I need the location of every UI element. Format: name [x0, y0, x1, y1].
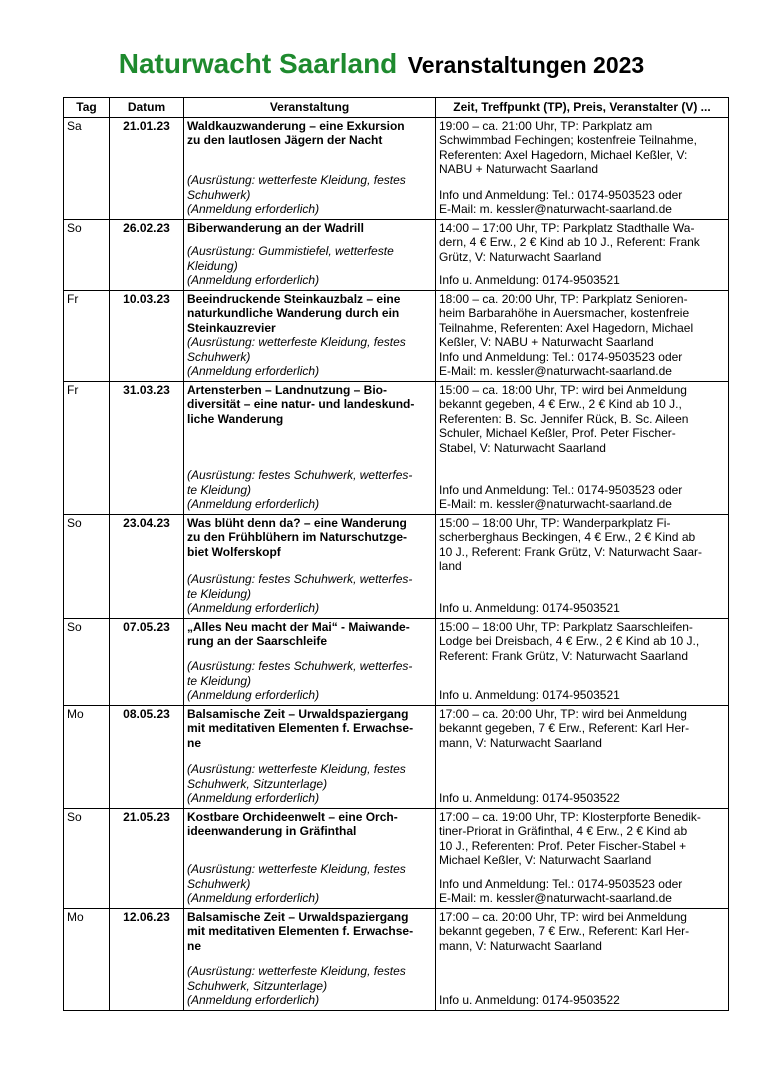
event-contact — [439, 188, 725, 217]
event-title — [187, 516, 432, 560]
event-time-place — [439, 221, 725, 265]
event-title-line: ne — [187, 735, 202, 750]
event-contact-line: Info u. Anmeldung: 0174-9503521 — [439, 273, 620, 287]
event-contact — [439, 350, 725, 379]
event-day: So — [64, 808, 110, 908]
event-detail-line: 17:00 – ca. 20:00 Uhr, TP: wird bei Anmeldung — [439, 909, 687, 924]
event-time-place — [439, 292, 725, 350]
event-detail-line: 15:00 – 18:00 Uhr, TP: Wanderparkplatz Fi- — [439, 515, 671, 530]
event-day: Fr — [64, 290, 110, 381]
event-description — [184, 381, 436, 514]
event-note-line: (Ausrüstung: wetterfeste Kleidung, festes — [187, 173, 406, 187]
event-title — [187, 221, 432, 236]
event-note-line: (Ausrüstung: festes Schuhwerk, wetterfes- — [187, 659, 413, 673]
event-title-line: rung an der Saarschleife — [187, 634, 328, 648]
event-detail-line: Keßler, V: NABU + Naturwacht Saarland — [439, 335, 654, 349]
table-row — [64, 117, 729, 219]
event-title-line: zu den Frühblühern im Naturschutzge- — [187, 530, 408, 544]
event-detail-line: Schuler, Michael Keßler, Prof. Peter Fischer- — [439, 426, 676, 440]
event-contact — [439, 877, 725, 906]
event-note-line: Schuhwerk) — [187, 876, 251, 891]
table-row — [64, 908, 729, 1010]
event-contact-line: Info und Anmeldung: Tel.: 0174-9503523 oder — [439, 187, 683, 202]
event-date: 23.04.23 — [110, 514, 184, 618]
event-note-line: (Ausrüstung: Gummistiefel, wetterfeste — [187, 244, 394, 258]
event-detail-line: bekannt gegeben, 7 € Erw., Referent: Karl Her- — [439, 721, 690, 735]
event-details — [436, 908, 729, 1010]
column-header-date: Datum — [110, 98, 184, 118]
event-title-line: Waldkauzwanderung – eine Exkursion — [187, 118, 405, 133]
event-date: 21.01.23 — [110, 117, 184, 219]
event-detail-line: Referenten: Axel Hagedorn, Michael Keßler, V: — [439, 147, 688, 162]
org-name: Naturwacht Saarland — [118, 48, 398, 79]
event-note-line: (Anmeldung erforderlich) — [187, 202, 320, 216]
table-row — [64, 514, 729, 618]
event-detail-line: 19:00 – ca. 21:00 Uhr, TP: Parkplatz am — [439, 118, 653, 133]
event-title-line: biet Wolferskopf — [187, 544, 281, 559]
event-time-place — [439, 620, 725, 664]
event-day: So — [64, 514, 110, 618]
event-time-place — [439, 910, 725, 954]
table-header-row — [64, 98, 729, 118]
event-detail-line: mann, V: Naturwacht Saarland — [439, 735, 602, 750]
event-title-line: Kostbare Orchideenwelt – eine Orch- — [187, 809, 398, 824]
event-notes — [187, 173, 432, 217]
event-detail-line: 10 J., Referenten: Prof. Peter Fischer-Stabel + — [439, 838, 687, 853]
event-notes — [187, 572, 432, 616]
event-detail-line: bekannt gegeben, 4 € Erw., 2 € Kind ab 10 J., — [439, 397, 682, 411]
event-detail-line: Michael Keßler, V: Naturwacht Saarland — [439, 853, 652, 867]
event-detail-line: 10 J., Referent: Frank Grütz, V: Naturwacht Saar- — [439, 544, 702, 559]
event-notes — [187, 468, 432, 512]
table-row — [64, 290, 729, 381]
event-detail-line: Lodge bei Dreisbach, 4 € Erw., 2 € Kind ab 10 J., — [439, 634, 700, 648]
table-row — [64, 705, 729, 808]
event-detail-line: 17:00 – ca. 19:00 Uhr, TP: Klosterpforte Benedik- — [439, 809, 701, 824]
event-detail-line: 15:00 – 18:00 Uhr, TP: Parkplatz Saarschleifen- — [439, 619, 693, 634]
event-contact — [439, 273, 725, 288]
event-details — [436, 219, 729, 290]
page-subtitle: Veranstaltungen 2023 — [407, 52, 645, 78]
event-day: Mo — [64, 705, 110, 808]
event-title-line: Balsamische Zeit – Urwaldspaziergang — [187, 909, 409, 924]
event-title-line: diversität – eine natur- und landeskund- — [187, 397, 415, 411]
event-notes — [187, 335, 432, 379]
event-day: Mo — [64, 908, 110, 1010]
event-time-place — [439, 810, 725, 868]
event-description — [184, 514, 436, 618]
event-contact — [439, 993, 725, 1008]
events-table — [63, 97, 729, 1011]
event-detail-line: 15:00 – ca. 18:00 Uhr, TP: wird bei Anmeldung — [439, 382, 687, 397]
event-date: 10.03.23 — [110, 290, 184, 381]
column-header-day: Tag — [64, 98, 110, 118]
event-title — [187, 707, 432, 751]
event-title-line: Biberwanderung an der Wadrill — [187, 220, 364, 235]
event-title-line: mit meditativen Elementen f. Erwachse- — [187, 924, 414, 938]
event-detail-line: Referent: Frank Grütz, V: Naturwacht Saarland — [439, 648, 688, 663]
event-contact-line: Info u. Anmeldung: 0174-9503521 — [439, 601, 620, 615]
event-title-line: ideenwanderung in Gräfinthal — [187, 824, 357, 838]
event-note-line: Schuhwerk, Sitzunterlage) — [187, 978, 328, 993]
event-note-line: te Kleidung) — [187, 586, 252, 601]
event-description — [184, 117, 436, 219]
event-note-line: (Ausrüstung: wetterfeste Kleidung, festes — [187, 964, 406, 978]
event-contact-line: E-Mail: m. kessler@naturwacht-saarland.de — [439, 891, 672, 905]
event-note-line: (Ausrüstung: wetterfeste Kleidung, festes — [187, 335, 406, 349]
event-notes — [187, 862, 432, 906]
event-detail-line: land — [439, 559, 462, 573]
event-title-line: Beeindruckende Steinkauzbalz – eine — [187, 291, 401, 306]
event-description — [184, 808, 436, 908]
event-contact-line: Info u. Anmeldung: 0174-9503522 — [439, 993, 620, 1007]
event-detail-line: 14:00 – 17:00 Uhr, TP: Parkplatz Stadthalle Wa- — [439, 220, 695, 235]
event-title-line: Balsamische Zeit – Urwaldspaziergang — [187, 706, 409, 721]
event-date: 21.05.23 — [110, 808, 184, 908]
event-contact-line: E-Mail: m. kessler@naturwacht-saarland.de — [439, 497, 672, 511]
table-row — [64, 381, 729, 514]
event-title — [187, 810, 432, 839]
event-details — [436, 117, 729, 219]
event-date: 08.05.23 — [110, 705, 184, 808]
event-title-line: Artensterben – Landnutzung – Bio- — [187, 382, 388, 397]
event-date: 26.02.23 — [110, 219, 184, 290]
event-title-line: mit meditativen Elementen f. Erwachse- — [187, 721, 414, 735]
event-date: 12.06.23 — [110, 908, 184, 1010]
event-note-line: (Anmeldung erforderlich) — [187, 273, 320, 287]
event-title-line: „Alles Neu macht der Mai“ - Maiwande- — [187, 619, 410, 634]
event-detail-line: scherberghaus Beckingen, 4 € Erw., 2 € Kind ab — [439, 530, 696, 544]
event-description — [184, 908, 436, 1010]
event-details — [436, 808, 729, 908]
event-detail-line: heim Barbarahöhe in Auersmacher, kostenfreie — [439, 306, 690, 320]
event-contact — [439, 601, 725, 616]
event-title-line: zu den lautlosen Jägern der Nacht — [187, 133, 383, 147]
event-note-line: (Anmeldung erforderlich) — [187, 791, 320, 805]
event-note-line: (Ausrüstung: festes Schuhwerk, wetterfes- — [187, 572, 413, 586]
event-note-line: (Anmeldung erforderlich) — [187, 497, 320, 511]
event-note-line: (Ausrüstung: festes Schuhwerk, wetterfes- — [187, 468, 413, 482]
event-contact-line: Info und Anmeldung: Tel.: 0174-9503523 oder — [439, 876, 683, 891]
event-note-line: Schuhwerk, Sitzunterlage) — [187, 776, 328, 791]
column-header-details: Zeit, Treffpunkt (TP), Preis, Veranstalter (V) ... — [436, 98, 729, 118]
event-note-line: (Anmeldung erforderlich) — [187, 364, 320, 378]
event-contact-line: Info u. Anmeldung: 0174-9503522 — [439, 791, 620, 805]
table-body — [64, 117, 729, 1010]
table-row — [64, 618, 729, 705]
event-notes — [187, 659, 432, 703]
event-time-place — [439, 707, 725, 751]
event-contact — [439, 791, 725, 806]
event-day: So — [64, 618, 110, 705]
event-detail-line: Teilnahme, Referenten: Axel Hagedorn, Michael — [439, 320, 694, 335]
event-detail-line: mann, V: Naturwacht Saarland — [439, 938, 602, 953]
event-detail-line: Referenten: B. Sc. Jennifer Rück, B. Sc. Aileen — [439, 411, 689, 426]
event-detail-line: 18:00 – ca. 20:00 Uhr, TP: Parkplatz Senioren- — [439, 291, 688, 306]
event-note-line: Schuhwerk) — [187, 349, 251, 364]
column-header-event: Veranstaltung — [184, 98, 436, 118]
event-note-line: (Ausrüstung: wetterfeste Kleidung, festes — [187, 762, 406, 776]
event-note-line: (Ausrüstung: wetterfeste Kleidung, festes — [187, 862, 406, 876]
event-detail-line: bekannt gegeben, 7 € Erw., Referent: Karl Her- — [439, 924, 690, 938]
event-title — [187, 910, 432, 954]
event-notes — [187, 762, 432, 806]
event-details — [436, 618, 729, 705]
event-description — [184, 705, 436, 808]
event-title-line: Was blüht denn da? – eine Wanderung — [187, 515, 407, 530]
event-contact-line: E-Mail: m. kessler@naturwacht-saarland.de — [439, 364, 672, 378]
event-detail-line: dern, 4 € Erw., 2 € Kind ab 10 J., Referent: Frank — [439, 235, 700, 249]
event-detail-line: Stabel, V: Naturwacht Saarland — [439, 440, 606, 455]
event-note-line: (Anmeldung erforderlich) — [187, 891, 320, 905]
event-note-line: (Anmeldung erforderlich) — [187, 993, 320, 1007]
event-time-place — [439, 383, 725, 456]
event-title — [187, 292, 432, 336]
event-date: 31.03.23 — [110, 381, 184, 514]
event-time-place — [439, 119, 725, 177]
event-time-place — [439, 516, 725, 574]
event-day: So — [64, 219, 110, 290]
event-note-line: (Anmeldung erforderlich) — [187, 688, 320, 702]
event-contact-line: Info und Anmeldung: Tel.: 0174-9503523 oder — [439, 482, 683, 497]
event-title — [187, 383, 432, 427]
event-title — [187, 119, 432, 148]
table-row — [64, 808, 729, 908]
event-note-line: te Kleidung) — [187, 482, 252, 497]
event-date: 07.05.23 — [110, 618, 184, 705]
event-title-line: naturkundliche Wanderung durch ein — [187, 306, 400, 320]
table-row — [64, 219, 729, 290]
event-title — [187, 620, 432, 649]
event-detail-line: Schwimmbad Fechingen; kostenfreie Teilnahme, — [439, 133, 697, 147]
event-detail-line: NABU + Naturwacht Saarland — [439, 162, 599, 176]
event-description — [184, 618, 436, 705]
event-contact-line: Info u. Anmeldung: 0174-9503521 — [439, 688, 620, 702]
event-note-line: te Kleidung) — [187, 673, 252, 688]
event-day: Sa — [64, 117, 110, 219]
event-detail-line: tiner-Priorat in Gräfinthal, 4 € Erw., 2 € Kind ab — [439, 824, 688, 838]
event-description — [184, 219, 436, 290]
event-detail-line: Grütz, V: Naturwacht Saarland — [439, 249, 602, 264]
page-title — [0, 48, 763, 80]
event-contact-line: Info und Anmeldung: Tel.: 0174-9503523 oder — [439, 349, 683, 364]
event-title-line: Steinkauzrevier — [187, 320, 276, 335]
event-note-line: (Anmeldung erforderlich) — [187, 601, 320, 615]
event-contact — [439, 688, 725, 703]
event-details — [436, 290, 729, 381]
event-note-line: Schuhwerk) — [187, 187, 251, 202]
event-contact — [439, 483, 725, 512]
event-detail-line: 17:00 – ca. 20:00 Uhr, TP: wird bei Anmeldung — [439, 706, 687, 721]
event-note-line: Kleidung) — [187, 258, 238, 273]
event-details — [436, 514, 729, 618]
event-contact-line: E-Mail: m. kessler@naturwacht-saarland.de — [439, 202, 672, 216]
event-details — [436, 381, 729, 514]
event-title-line: liche Wanderung — [187, 411, 284, 426]
event-title-line: ne — [187, 938, 202, 953]
event-details — [436, 705, 729, 808]
event-description — [184, 290, 436, 381]
event-notes — [187, 964, 432, 1008]
event-day: Fr — [64, 381, 110, 514]
event-notes — [187, 244, 432, 288]
